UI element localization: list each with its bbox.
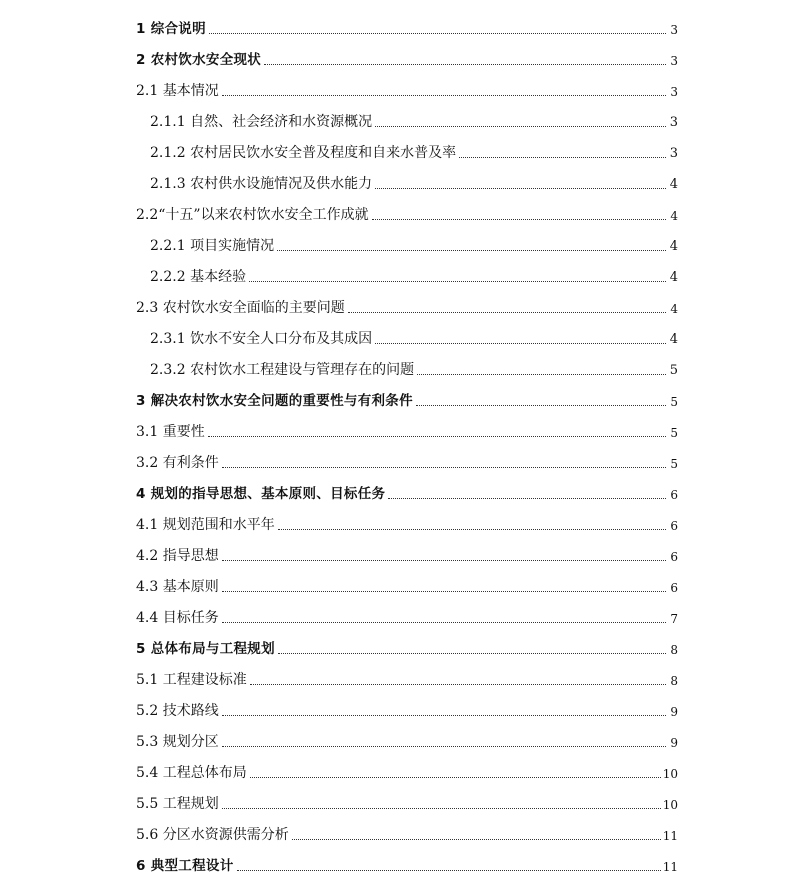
toc-entry[interactable] — [0, 353, 795, 384]
toc-entry-title: 5.1 工程建设标准 — [136, 672, 247, 688]
toc-dot-leader — [222, 94, 666, 96]
toc-dot-leader — [372, 218, 666, 220]
toc-dot-leader — [222, 745, 666, 747]
toc-entry[interactable] — [0, 384, 795, 415]
toc-entry-page-number: 4 — [670, 209, 678, 223]
toc-entry-page-number: 4 — [669, 239, 678, 254]
toc-dot-leader — [375, 342, 666, 344]
toc-entry-page-number: 4 — [669, 270, 678, 285]
toc-entry-title: 3.1 重要性 — [136, 424, 205, 440]
toc-entry[interactable] — [0, 508, 795, 539]
toc-dot-leader — [222, 590, 666, 592]
toc-entry-page-number: 6 — [670, 488, 678, 502]
toc-entry-page-number: 5 — [670, 457, 678, 471]
toc-entry[interactable] — [0, 229, 795, 260]
toc-dot-leader — [222, 621, 666, 623]
toc-entry-title: 5.2 技术路线 — [136, 703, 219, 719]
toc-entry[interactable] — [0, 818, 795, 849]
toc-entry-title: 2.1.1 自然、社会经济和水资源概况 — [150, 114, 373, 130]
toc-entry-page-number: 10 — [662, 767, 678, 781]
toc-entry-title: 2.2.1 项目实施情况 — [150, 238, 275, 254]
toc-entry-title: 4.4 目标任务 — [136, 610, 219, 626]
toc-entry-title: 2.1 基本情况 — [136, 83, 219, 99]
toc-dot-leader — [250, 683, 666, 685]
toc-entry[interactable] — [0, 260, 795, 291]
toc-entry-page-number: 4 — [669, 177, 678, 192]
toc-entry-page-number: 11 — [662, 829, 678, 843]
toc-entry[interactable] — [0, 74, 795, 105]
toc-dot-leader — [459, 156, 666, 158]
toc-dot-leader — [417, 373, 666, 375]
toc-entry-page-number: 4 — [669, 332, 678, 347]
toc-entry[interactable] — [0, 167, 795, 198]
toc-entry-title: 4 规划的指导思想、基本原则、目标任务 — [136, 486, 386, 502]
table-of-contents — [0, 12, 795, 880]
toc-dot-leader — [250, 776, 661, 778]
toc-entry-title: 5.6 分区水资源供需分析 — [136, 827, 289, 843]
toc-dot-leader — [416, 404, 666, 406]
toc-entry-page-number: 10 — [662, 798, 678, 812]
toc-entry[interactable] — [0, 291, 795, 322]
toc-entry-page-number: 8 — [670, 674, 678, 688]
toc-entry-title: 4.2 指导思想 — [136, 548, 219, 564]
toc-entry-title: 3 解决农村饮水安全问题的重要性与有利条件 — [136, 393, 413, 409]
toc-entry-page-number: 6 — [670, 581, 678, 595]
toc-entry-title: 1 综合说明 — [136, 21, 206, 37]
toc-entry-page-number: 9 — [670, 705, 678, 719]
toc-dot-leader — [237, 869, 661, 871]
toc-entry-page-number: 7 — [670, 612, 678, 626]
toc-entry[interactable] — [0, 43, 795, 74]
toc-entry[interactable] — [0, 477, 795, 508]
toc-dot-leader — [222, 559, 666, 561]
toc-entry-page-number: 3 — [670, 54, 678, 68]
toc-entry[interactable] — [0, 694, 795, 725]
toc-entry-title: 5.5 工程规划 — [136, 796, 219, 812]
toc-entry-title: 2.3.1 饮水不安全人口分布及其成因 — [150, 331, 373, 347]
toc-entry[interactable] — [0, 198, 795, 229]
toc-dot-leader — [388, 497, 666, 499]
toc-entry-title: 4.1 规划范围和水平年 — [136, 517, 275, 533]
toc-entry-page-number: 5 — [669, 363, 678, 378]
toc-dot-leader — [278, 528, 666, 530]
toc-entry[interactable] — [0, 756, 795, 787]
toc-dot-leader — [348, 311, 666, 313]
toc-entry-page-number: 11 — [662, 860, 678, 874]
toc-entry-title: 4.3 基本原则 — [136, 579, 219, 595]
toc-entry-title: 2.1.3 农村供水设施情况及供水能力 — [150, 176, 373, 192]
toc-entry[interactable] — [0, 849, 795, 880]
toc-entry[interactable] — [0, 415, 795, 446]
toc-entry-page-number: 3 — [669, 146, 678, 161]
toc-dot-leader — [222, 466, 666, 468]
toc-entry[interactable] — [0, 570, 795, 601]
toc-entry-page-number: 3 — [670, 85, 678, 99]
toc-entry-title: 5 总体布局与工程规划 — [136, 641, 275, 657]
toc-entry-title: 5.3 规划分区 — [136, 734, 219, 750]
toc-dot-leader — [208, 435, 666, 437]
toc-entry-title: 6 典型工程设计 — [136, 858, 234, 874]
toc-entry-page-number: 9 — [670, 736, 678, 750]
toc-dot-leader — [292, 838, 661, 840]
toc-dot-leader — [222, 807, 661, 809]
toc-entry-page-number: 3 — [669, 115, 678, 130]
toc-entry-title: 5.4 工程总体布局 — [136, 765, 247, 781]
toc-entry-page-number: 6 — [670, 519, 678, 533]
toc-dot-leader — [278, 652, 666, 654]
toc-entry[interactable] — [0, 601, 795, 632]
toc-entry[interactable] — [0, 663, 795, 694]
toc-entry-page-number: 8 — [670, 643, 678, 657]
toc-entry[interactable] — [0, 725, 795, 756]
toc-entry[interactable] — [0, 322, 795, 353]
toc-entry[interactable] — [0, 787, 795, 818]
toc-entry[interactable] — [0, 446, 795, 477]
toc-entry-page-number: 5 — [670, 395, 678, 409]
toc-dot-leader — [375, 125, 666, 127]
toc-entry-title: 2.3.2 农村饮水工程建设与管理存在的问题 — [150, 362, 415, 378]
toc-dot-leader — [249, 280, 666, 282]
toc-entry-title: 2.3 农村饮水安全面临的主要问题 — [136, 300, 345, 316]
toc-entry[interactable] — [0, 12, 795, 43]
toc-dot-leader — [375, 187, 666, 189]
toc-dot-leader — [277, 249, 666, 251]
toc-entry-page-number: 4 — [670, 302, 678, 316]
toc-entry-title: 2.2“十五”以来农村饮水安全工作成就 — [136, 207, 369, 223]
toc-dot-leader — [222, 714, 666, 716]
toc-entry-title: 2.2.2 基本经验 — [150, 269, 247, 285]
toc-entry[interactable] — [0, 632, 795, 663]
toc-entry-page-number: 3 — [670, 23, 678, 37]
toc-dot-leader — [209, 32, 666, 34]
toc-entry[interactable] — [0, 136, 795, 167]
toc-dot-leader — [264, 63, 666, 65]
toc-entry-title: 2 农村饮水安全现状 — [136, 52, 262, 68]
toc-entry-page-number: 6 — [670, 550, 678, 564]
toc-entry-title: 2.1.2 农村居民饮水安全普及程度和自来水普及率 — [150, 145, 457, 161]
toc-entry[interactable] — [0, 105, 795, 136]
toc-entry[interactable] — [0, 539, 795, 570]
toc-entry-page-number: 5 — [670, 426, 678, 440]
toc-entry-title: 3.2 有利条件 — [136, 455, 219, 471]
